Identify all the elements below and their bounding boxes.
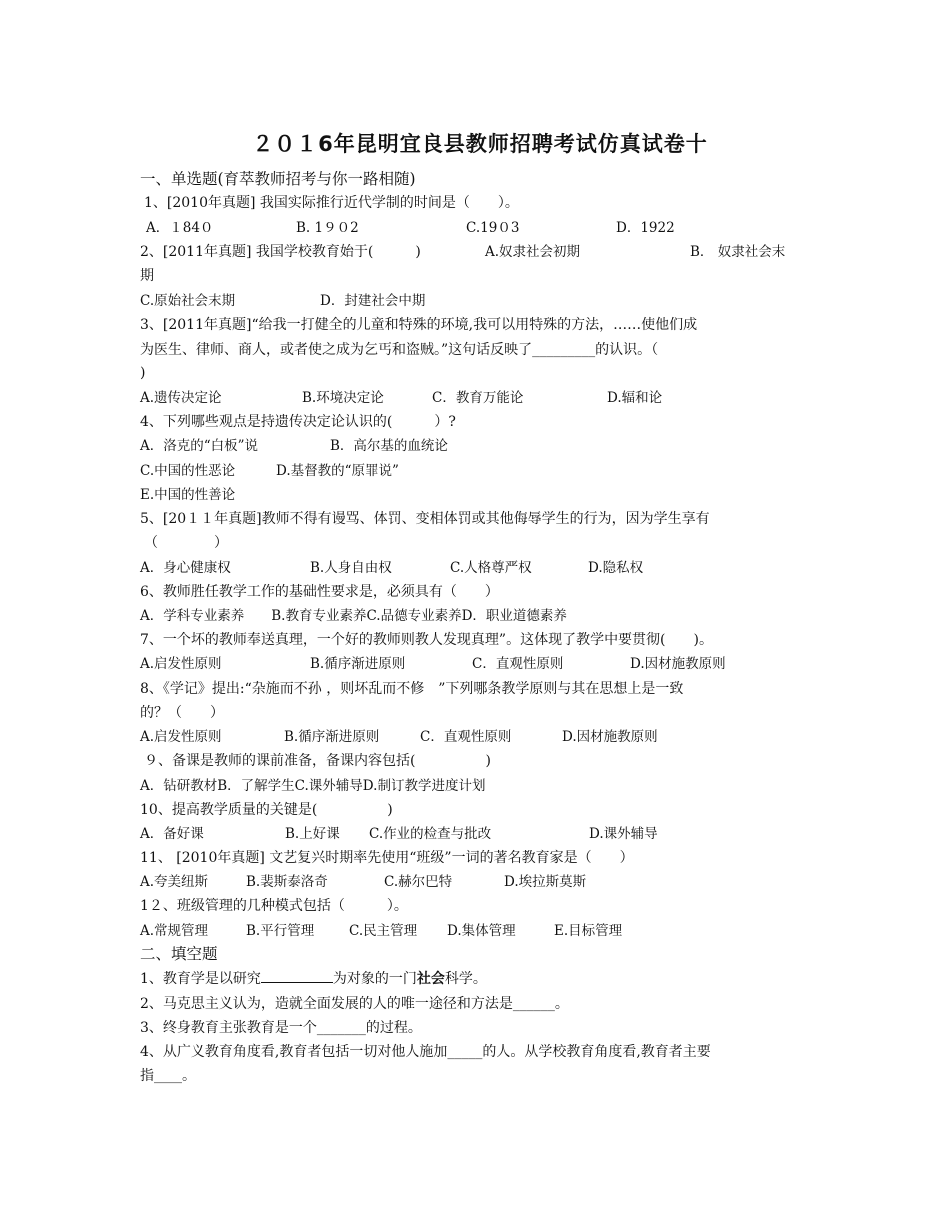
fill-text: 1、教育学是以研究 [140,971,261,987]
question-stem: 7、一个坏的教师奉送真理，一个好的教师则教人发现真理”。这体现了教学中要贯彻( )。 [140,632,713,648]
fill-text-bold: 社会 [416,971,445,987]
option-row [140,462,399,480]
fill-question: 4、从广义教育角度看,教育者包括一切对他人施加_____的人。从学校教育角度看,教育者主要 [140,1044,711,1060]
option: B.循序渐进原则 [310,656,406,672]
option-row [140,559,643,577]
option: D.基督教的“原罪说” [276,463,399,479]
option: B.裴斯泰洛奇 [246,874,328,890]
option: D.因材施教原则 [630,656,726,672]
option: B．高尔基的血统论 [330,438,448,454]
question-stem: 3、[2011年真题]“给我一打健全的儿童和特殊的环境,我可以用特殊的方法，……使他们成 [140,317,698,333]
question-stem: 期 [140,268,154,284]
question-stem: 1、[2010年真题] 我国实际推行近代学制的时间是（ ）。 [144,195,519,211]
option: C.中国的性恶论 [140,463,236,479]
question-stem: 为医生、律师、商人，或者使之成为乞丐和盗贼。”这句话反映了_________的认识。（ [140,342,659,358]
option: A.启发性原则 [140,656,222,672]
fill-question [140,970,487,988]
question-row [140,243,785,261]
question-stem: 的？（ ） [140,705,224,721]
option-row [140,728,658,746]
question-stem: 4、下列哪些观点是持遗传决定论认识的( ）? [140,414,456,430]
option: C．直观性原则 [472,656,564,672]
option: D.辐和论 [607,390,663,406]
fill-question: 3、终身教育主张教育是一个_______的过程。 [140,1020,422,1036]
question-stem: 5、[20１１年真题]教师不得有谩骂、体罚、变相体罚或其他侮辱学生的行为，因为学生享有 [140,511,710,527]
option: B.平行管理 [246,923,315,939]
option: D．封建社会中期 [320,293,426,309]
option: A.遗传决定论 [140,390,222,406]
option-row [140,292,425,310]
option-row [140,389,662,407]
option: A．身心健康权 [140,560,231,576]
question-stem: 6、教师胜任教学工作的基础性要求是，必须具有（ ） [140,584,499,600]
question-stem: 11、 [2010年真题] 文艺复兴时期率先使用“班级”一词的著名教育家是（ ） [140,850,634,866]
page-title: ２０１6年昆明宜良县教师招聘考试仿真试卷十 [252,132,708,156]
option: A.奴隶社会初期 [485,244,581,260]
option: D.因材施教原则 [562,729,658,745]
option: A.启发性原则 [140,729,222,745]
question-stem: ) [140,365,146,381]
option: C．教育万能论 [432,390,524,406]
option: D.课外辅导 [589,826,658,842]
option-row [146,219,675,237]
option: E.目标管理 [554,923,623,939]
question-stem: 8、《学记》提出:“杂施而不孙 ，则坏乱而不修 ”下列哪条教学原则与其在思想上是一致 [140,681,684,697]
fill-text: 为对象的一门 [332,971,417,987]
option: B. 1９０2 [296,220,359,236]
option: E.中国的性善论 [140,487,236,503]
option: D.埃拉斯莫斯 [504,874,587,890]
option: D.隐私权 [588,560,644,576]
option: C.人格尊严权 [450,560,532,576]
option: B.人身自由权 [310,560,392,576]
option-row [140,437,448,455]
option: A.夸美纽斯 [140,874,209,890]
option: C.赫尔巴特 [384,874,453,890]
fill-question: 2、马克思主义认为，造就全面发展的人的唯一途径和方法是______。 [140,996,569,1012]
option: A.常规管理 [140,923,209,939]
option: D．1922 [616,220,675,236]
option: B.上好课 [285,826,340,842]
option-row [140,825,658,843]
option: C.作业的检查与批改 [369,826,492,842]
option-row [140,655,726,673]
option-row [140,873,586,891]
option: A．１84０ [146,220,214,236]
option: C.19０3 [466,220,520,236]
fill-question: 指____。 [140,1068,196,1084]
option: B.循序渐进原则 [284,729,380,745]
option: A．洛克的“白板”说 [140,438,259,454]
option: D.集体管理 [447,923,516,939]
option: C.原始社会末期 [140,293,236,309]
question-stem: ９、备课是教师的课前准备，备课内容包括( ) [144,753,491,769]
fill-text: 科学。 [444,971,487,987]
question-stem: 1２、班级管理的几种模式包括（ ）。 [140,898,408,914]
section-heading: 二、填空题 [140,945,218,963]
option: A．备好课 [140,826,204,842]
option: B． 奴隶社会末 [690,244,786,260]
option: B.环境决定论 [302,390,384,406]
section-heading: 一、单选题(育萃教师招考与你一路相随) [140,170,416,188]
question-stem: （ ） [144,535,228,551]
option-row: A．钻研教材B．了解学生C.课外辅导D.制订教学进度计划 [140,778,486,794]
blank-line [261,970,333,983]
question-stem: 2、[2011年真题] 我国学校教育始于( ) [140,244,421,260]
option-row: A．学科专业素养 B.教育专业素养C.品德专业素养D．职业道德素养 [140,608,567,624]
option-row [140,922,622,940]
question-stem: 10、提高教学质量的关键是( ) [140,802,393,818]
option: C．直观性原则 [420,729,512,745]
option: C.民主管理 [349,923,418,939]
